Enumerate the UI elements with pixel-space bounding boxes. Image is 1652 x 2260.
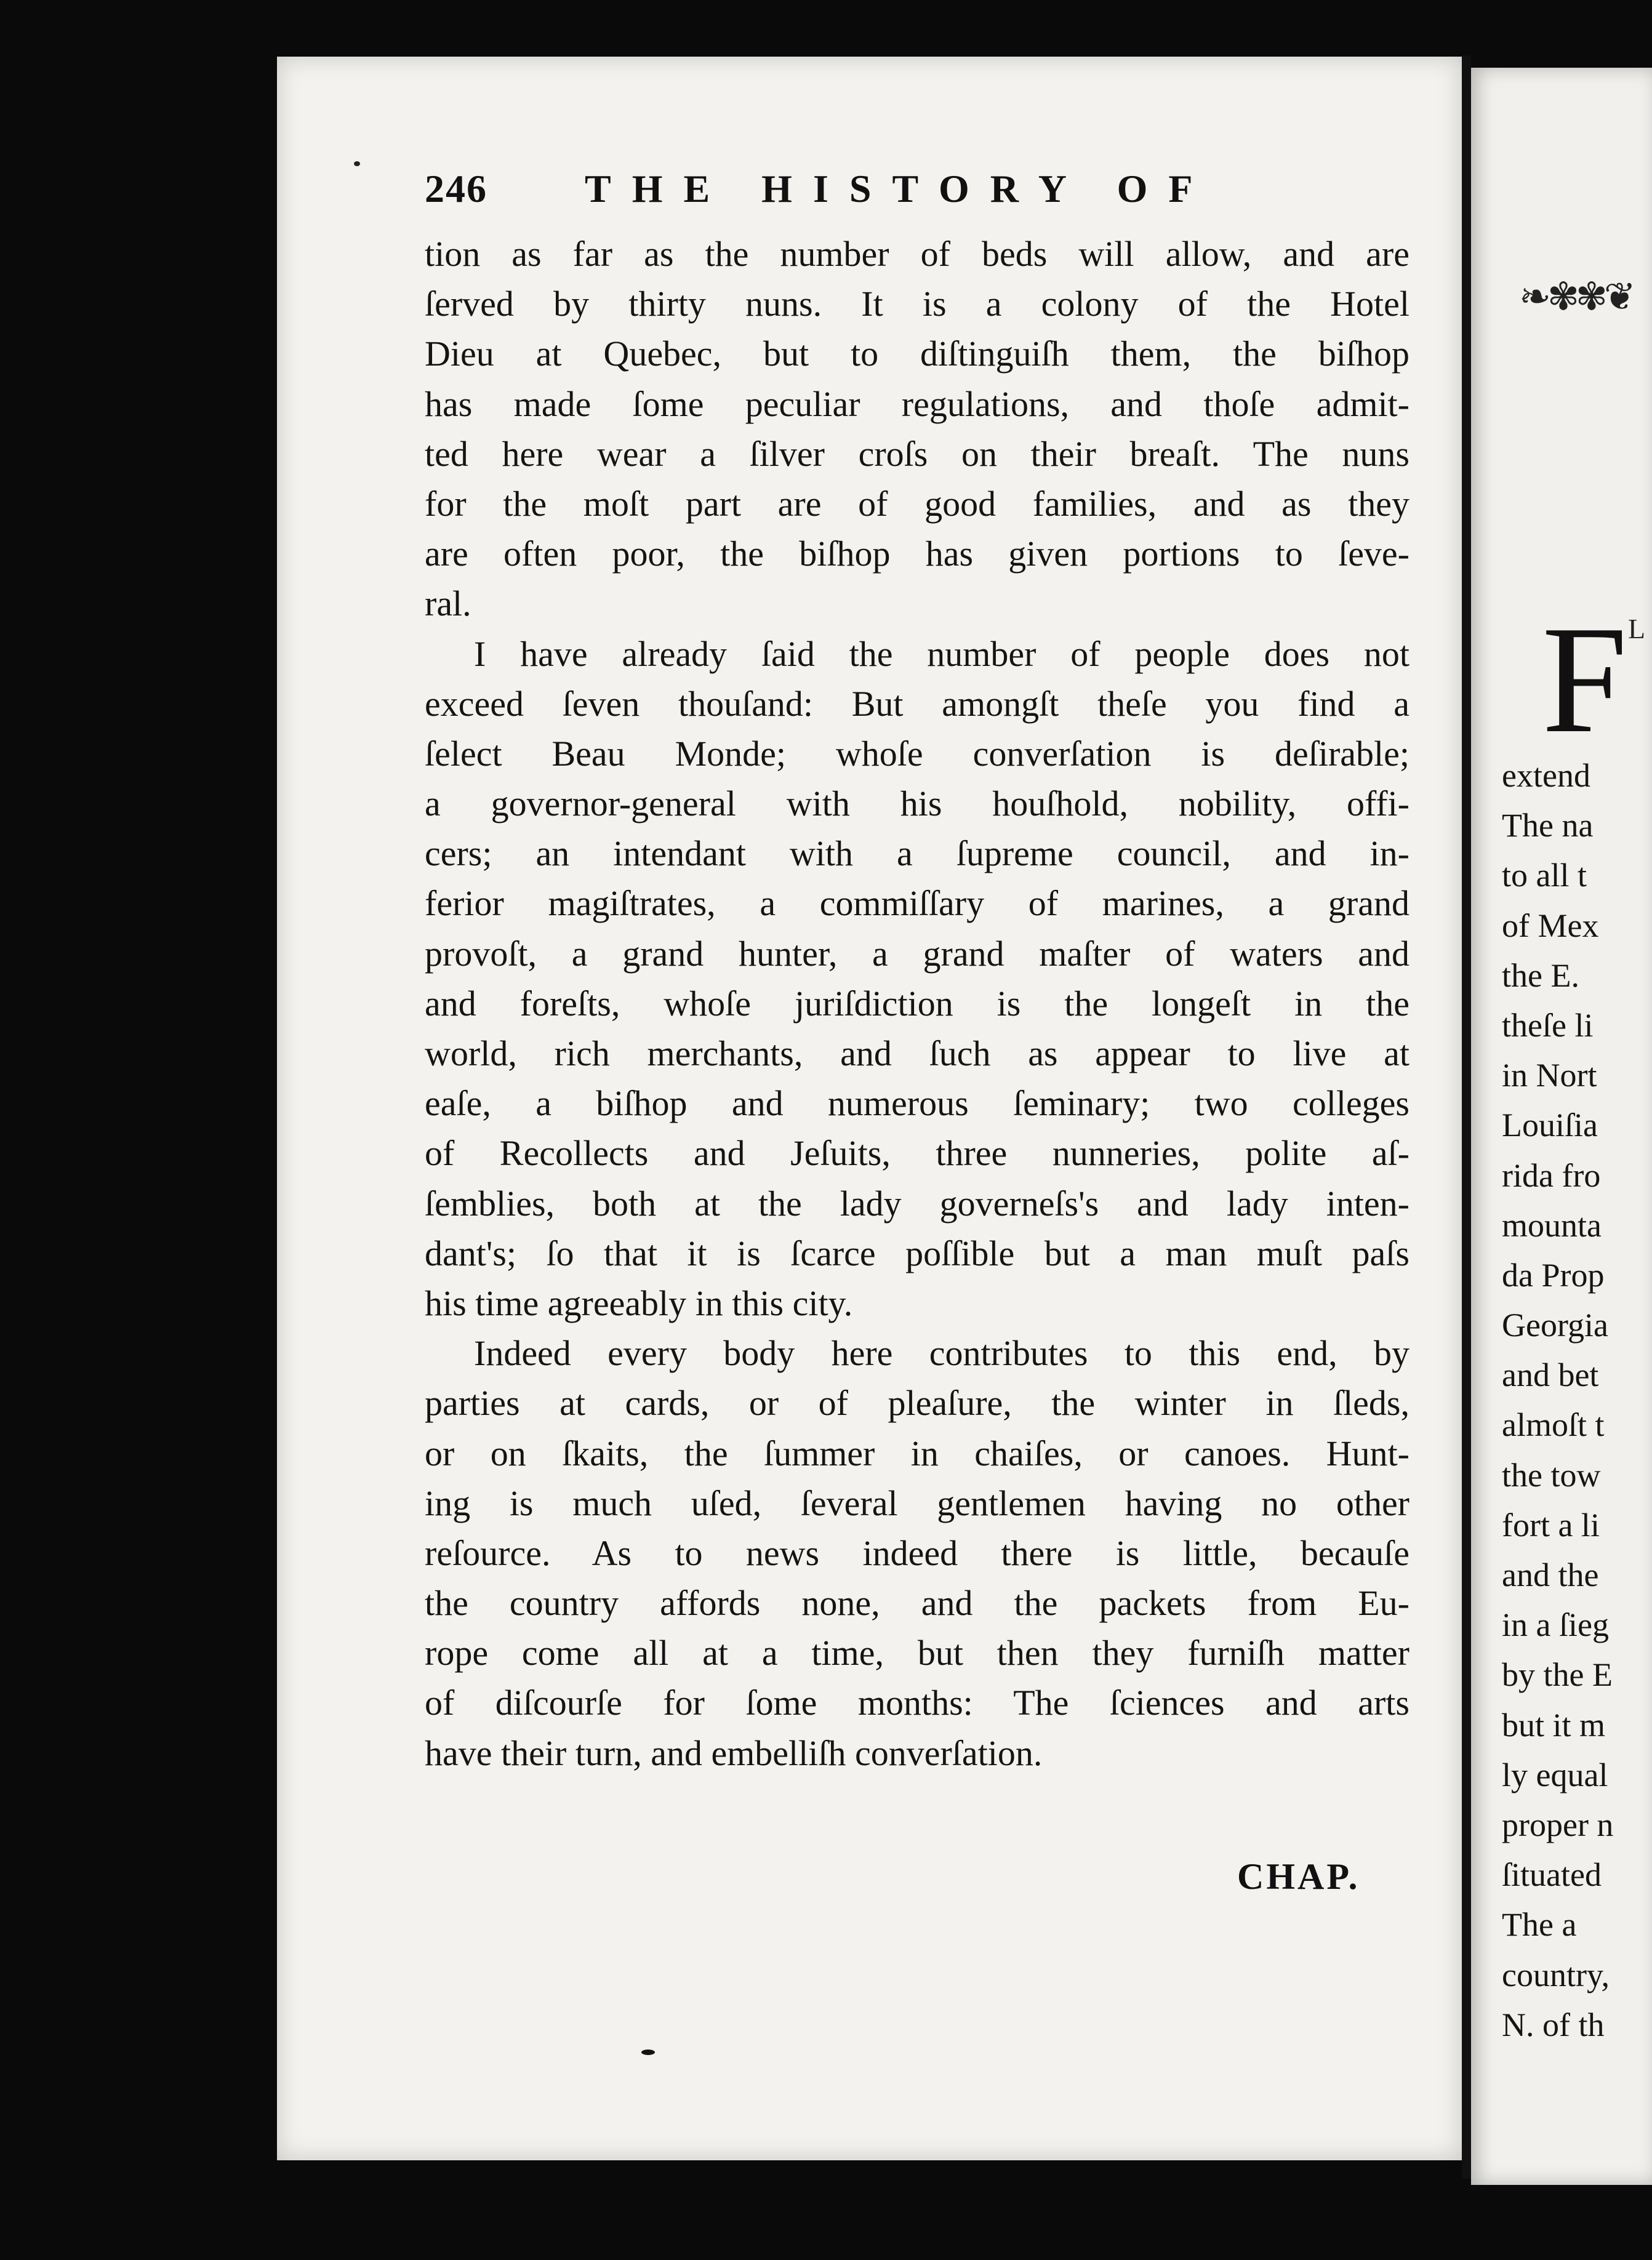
right-page-line: of Mex (1502, 907, 1599, 944)
text-line: for the moſt part are of good families, and as they (425, 483, 1409, 524)
text-line: Indeed every body here contributes to this end, by (474, 1333, 1409, 1374)
text-line: Dieu at Quebec, but to diſtinguiſh them, the biſhop (425, 334, 1409, 374)
drop-cap-tail: L (1628, 613, 1646, 644)
text-line: ſerved by thirty nuns. It is a colony of the Hotel (425, 284, 1409, 324)
right-page-line: da Prop (1502, 1256, 1605, 1294)
right-page-line: to all t (1502, 857, 1587, 894)
ink-speck (641, 2050, 655, 2055)
right-page-line: The a (1502, 1906, 1577, 1944)
right-page-line: theſe li (1502, 1006, 1594, 1044)
right-page-line: Georgia (1502, 1307, 1608, 1344)
text-line: of Recollects and Jeſuits, three nunneries, polite aſ- (425, 1133, 1409, 1174)
text-line: has made ſome peculiar regulations, and thoſe admit- (425, 383, 1409, 424)
text-line: ferior magiſtrates, a commiſſary of marines, a grand (425, 883, 1409, 924)
right-page-line: N. of th (1502, 2006, 1605, 2043)
text-line: provoſt, a grand hunter, a grand maſter of waters and (425, 933, 1409, 974)
book-gutter (1462, 55, 1471, 2179)
right-page-line: extend (1502, 757, 1590, 794)
right-page-line: fort a li (1502, 1506, 1600, 1544)
right-page-line: The na (1502, 807, 1594, 844)
text-line: ral. (425, 583, 471, 624)
page-number: 246 (425, 167, 487, 210)
right-page-line: in Nort (1502, 1057, 1597, 1094)
text-line: rope come all at a time, but then they furniſh matter (425, 1633, 1409, 1673)
text-line: the country affords none, and the packets from Eu- (425, 1583, 1409, 1624)
drop-cap: F (1542, 595, 1628, 765)
text-line: eaſe, a biſhop and numerous ſeminary; two colleges (425, 1083, 1409, 1124)
page-header (425, 166, 1286, 222)
right-page-line: the tow (1502, 1456, 1601, 1494)
text-line: cers; an intendant with a ſupreme council, and in- (425, 833, 1409, 874)
right-page-line: almoſt t (1502, 1406, 1605, 1444)
text-line: ſelect Beau Monde; whoſe converſation is deſirable; (425, 733, 1409, 774)
text-line: ing is much uſed, ſeveral gentlemen having no other (425, 1483, 1409, 1523)
text-line: have their turn, and embelliſh converſation. (425, 1733, 1043, 1773)
right-page-line: ſituated (1502, 1856, 1602, 1894)
text-line: ted here wear a ſilver croſs on their breaſt. The nuns (425, 433, 1409, 474)
catchword: CHAP. (1237, 1856, 1360, 1897)
right-page-line: Louiſia (1502, 1107, 1598, 1144)
right-page (1471, 68, 1652, 2185)
running-head: THE HISTORY OF (585, 167, 1214, 210)
text-line: dant's; ſo that it is ſcarce poſſible but a man muſt paſs (425, 1233, 1409, 1273)
right-page-line: the E. (1502, 956, 1579, 994)
right-page-line: mounta (1502, 1206, 1602, 1244)
text-line: parties at cards, or of pleaſure, the winter in ſleds, (425, 1383, 1409, 1424)
right-page-line: in a ſieg (1502, 1606, 1609, 1644)
text-line: exceed ſeven thouſand: But amongſt theſe you find a (425, 683, 1409, 724)
right-page-line: country, (1502, 1956, 1610, 1994)
right-page-line: proper n (1502, 1806, 1614, 1843)
right-page-line: but it m (1502, 1706, 1606, 1744)
right-page-text (1502, 751, 1613, 2050)
text-line: ſemblies, both at the lady governeſs's and lady inten- (425, 1183, 1409, 1224)
text-line: tion as far as the number of beds will allow, and are (425, 234, 1409, 274)
ink-speck (354, 161, 360, 166)
body-text (425, 229, 1409, 1778)
text-line: I have already ſaid the number of people does not (474, 633, 1409, 674)
right-page-line: and bet (1502, 1356, 1599, 1394)
text-line: and foreſts, whoſe juriſdiction is the longeſt in the (425, 983, 1409, 1024)
text-line: or on ſkaits, the ſummer in chaiſes, or canoes. Hunt- (425, 1433, 1409, 1473)
text-line: of diſcourſe for ſome months: The ſciences and arts (425, 1683, 1409, 1723)
text-line: his time agreeably in this city. (425, 1283, 853, 1323)
text-line: are often poor, the biſhop has given portions to ſeve- (425, 534, 1409, 574)
right-page-line: by the E (1502, 1656, 1613, 1694)
right-page-line: rida fro (1502, 1156, 1601, 1194)
ornament-band: ❧✾✾❦ (1519, 276, 1632, 318)
text-line: reſource. As to news indeed there is little, becauſe (425, 1533, 1409, 1573)
text-line: a governor-general with his houſhold, nobility, offi- (425, 783, 1409, 824)
right-page-line: and the (1502, 1557, 1599, 1593)
right-page-line: ly equal (1502, 1756, 1608, 1793)
text-line: world, rich merchants, and ſuch as appear to live at (425, 1033, 1409, 1073)
